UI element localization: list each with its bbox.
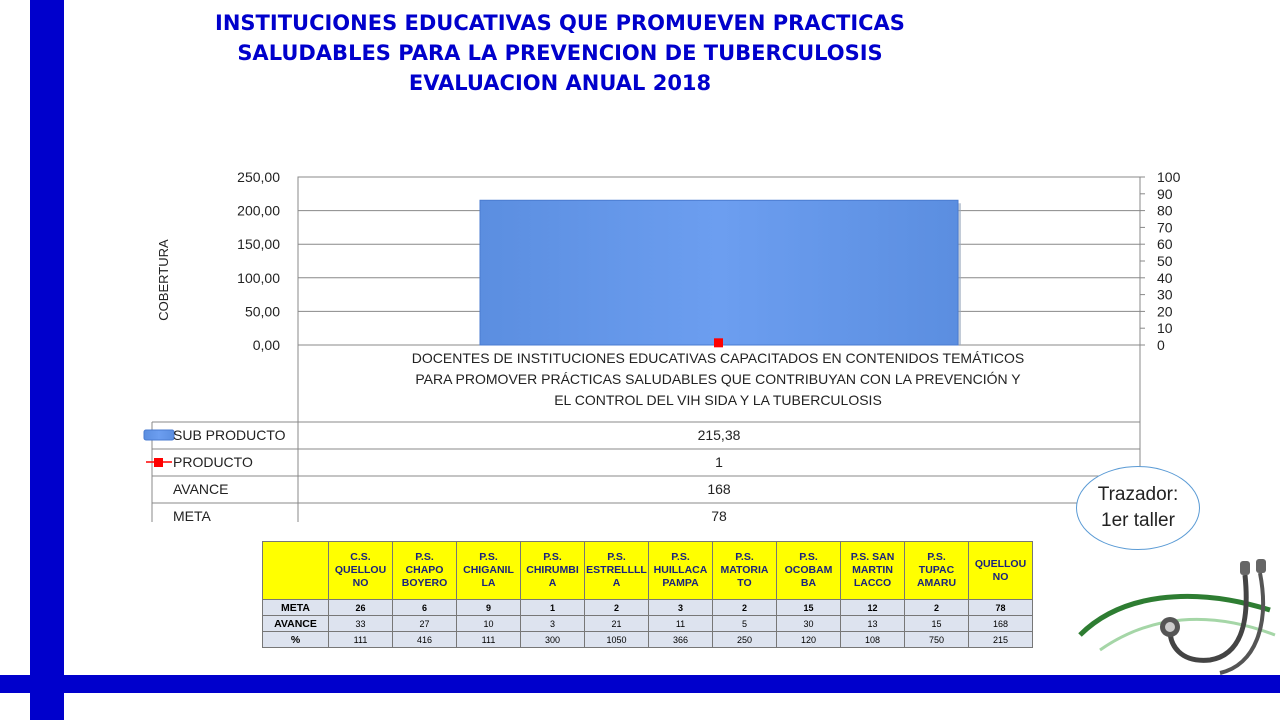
table-cell: 9 <box>457 600 521 616</box>
title-line: INSTITUCIONES EDUCATIVAS QUE PROMUEVEN PRACTICAS <box>215 11 905 35</box>
table-cell: 5 <box>713 616 777 632</box>
y-tick-label: 150,00 <box>237 236 280 253</box>
table-cell: 2 <box>585 600 649 616</box>
table-header-cell: P.S. HUILLACA PAMPA <box>649 542 713 600</box>
table-header-cell: P.S. ESTRELLLL A <box>585 542 649 600</box>
table-cell: 3 <box>649 600 713 616</box>
series-name: PRODUCTO <box>173 454 253 470</box>
table-cell: 21 <box>585 616 649 632</box>
series-name: SUB PRODUCTO <box>173 427 286 443</box>
y-tick-label: 100,00 <box>237 269 280 286</box>
table-cell: 33 <box>329 616 393 632</box>
legend-swatch-bar <box>144 430 174 440</box>
table-cell: 750 <box>905 632 969 648</box>
series-name: META <box>173 508 211 524</box>
table-row-label: META <box>263 600 329 616</box>
table-cell: 10 <box>457 616 521 632</box>
table-cell: 11 <box>649 616 713 632</box>
table-header-cell: P.S. CHIRUMBI A <box>521 542 585 600</box>
table-cell: 108 <box>841 632 905 648</box>
y-axis-label: COBERTURA <box>156 239 171 321</box>
table-cell: 111 <box>329 632 393 648</box>
table-cell: 250 <box>713 632 777 648</box>
table-row <box>263 600 1033 616</box>
series-name: AVANCE <box>173 481 229 497</box>
table-cell: 416 <box>393 632 457 648</box>
table-row-label: % <box>263 632 329 648</box>
table-cell: 13 <box>841 616 905 632</box>
table-cell: 26 <box>329 600 393 616</box>
table-cell: 168 <box>969 616 1033 632</box>
table-cell: 2 <box>713 600 777 616</box>
table-cell: 215 <box>969 632 1033 648</box>
title-line: SALUDABLES PARA LA PREVENCION DE TUBERCULOSIS <box>237 41 883 65</box>
table-cell: 300 <box>521 632 585 648</box>
y2-tick-label: 80 <box>1157 202 1173 219</box>
category-label: EL CONTROL DEL VIH SIDA Y LA TUBERCULOSIS <box>554 392 882 408</box>
callout-line: Trazador: <box>1097 484 1179 505</box>
table-cell: 1 <box>521 600 585 616</box>
y-tick-label: 50,00 <box>244 303 280 320</box>
table-cell: 120 <box>777 632 841 648</box>
bar-sub-producto <box>480 200 958 345</box>
table-header-cell: P.S. TUPAC AMARU <box>905 542 969 600</box>
y-tick-label: 250,00 <box>237 169 280 185</box>
establishments-table <box>262 541 1033 648</box>
table-cell: 78 <box>969 600 1033 616</box>
table-cell: 111 <box>457 632 521 648</box>
y2-tick-label: 30 <box>1157 286 1173 303</box>
y-tick-label: 0,00 <box>252 337 280 353</box>
table-header-cell: QUELLOU NO <box>969 542 1033 600</box>
y2-tick-label: 70 <box>1157 219 1173 236</box>
table-header-cell: P.S. CHIGANIL LA <box>457 542 521 600</box>
marker-producto <box>714 338 723 347</box>
series-value: 1 <box>715 454 723 470</box>
y2-tick-label: 60 <box>1157 236 1173 253</box>
table-cell: 27 <box>393 616 457 632</box>
table-header-cell: P.S. SAN MARTIN LACCO <box>841 542 905 600</box>
table-cell: 2 <box>905 600 969 616</box>
table-cell: 30 <box>777 616 841 632</box>
table-row-label: AVANCE <box>263 616 329 632</box>
title-line: EVALUACION ANUAL 2018 <box>408 71 712 95</box>
stethoscope-image <box>1070 555 1280 685</box>
tracer-callout <box>1076 466 1200 550</box>
table-corner-cell <box>263 542 329 600</box>
series-value: 168 <box>707 481 731 497</box>
table-header-cell: P.S. MATORIA TO <box>713 542 777 600</box>
table-header-cell: P.S. OCOBAM BA <box>777 542 841 600</box>
y2-tick-label: 10 <box>1157 320 1173 337</box>
series-value: 78 <box>711 508 727 524</box>
category-label: PARA PROMOVER PRÁCTICAS SALUDABLES QUE CONTRIBUYAN CON LA PREVENCIÓN Y <box>415 371 1021 387</box>
table-cell: 15 <box>777 600 841 616</box>
legend-swatch-marker <box>154 458 163 467</box>
table-header-cell: P.S. CHAPO BOYERO <box>393 542 457 600</box>
table-cell: 6 <box>393 600 457 616</box>
table-cell: 1050 <box>585 632 649 648</box>
callout-line: 1er taller <box>1101 510 1175 531</box>
y2-tick-label: 20 <box>1157 303 1173 320</box>
y2-tick-label: 100 <box>1157 169 1181 185</box>
table-row <box>263 616 1033 632</box>
table-row <box>263 632 1033 648</box>
table-cell: 12 <box>841 600 905 616</box>
category-label: DOCENTES DE INSTITUCIONES EDUCATIVAS CAPACITADOS EN CONTENIDOS TEMÁTICOS <box>411 350 1025 366</box>
table-header-cell: C.S. QUELLOU NO <box>329 542 393 600</box>
table-cell: 366 <box>649 632 713 648</box>
y2-tick-label: 90 <box>1157 185 1173 202</box>
series-value: 215,38 <box>697 427 741 443</box>
y2-tick-label: 0 <box>1157 337 1165 353</box>
table-cell: 3 <box>521 616 585 632</box>
y2-tick-label: 50 <box>1157 253 1173 269</box>
table-cell: 15 <box>905 616 969 632</box>
y-tick-label: 200,00 <box>237 202 280 219</box>
y2-tick-label: 40 <box>1157 269 1173 286</box>
